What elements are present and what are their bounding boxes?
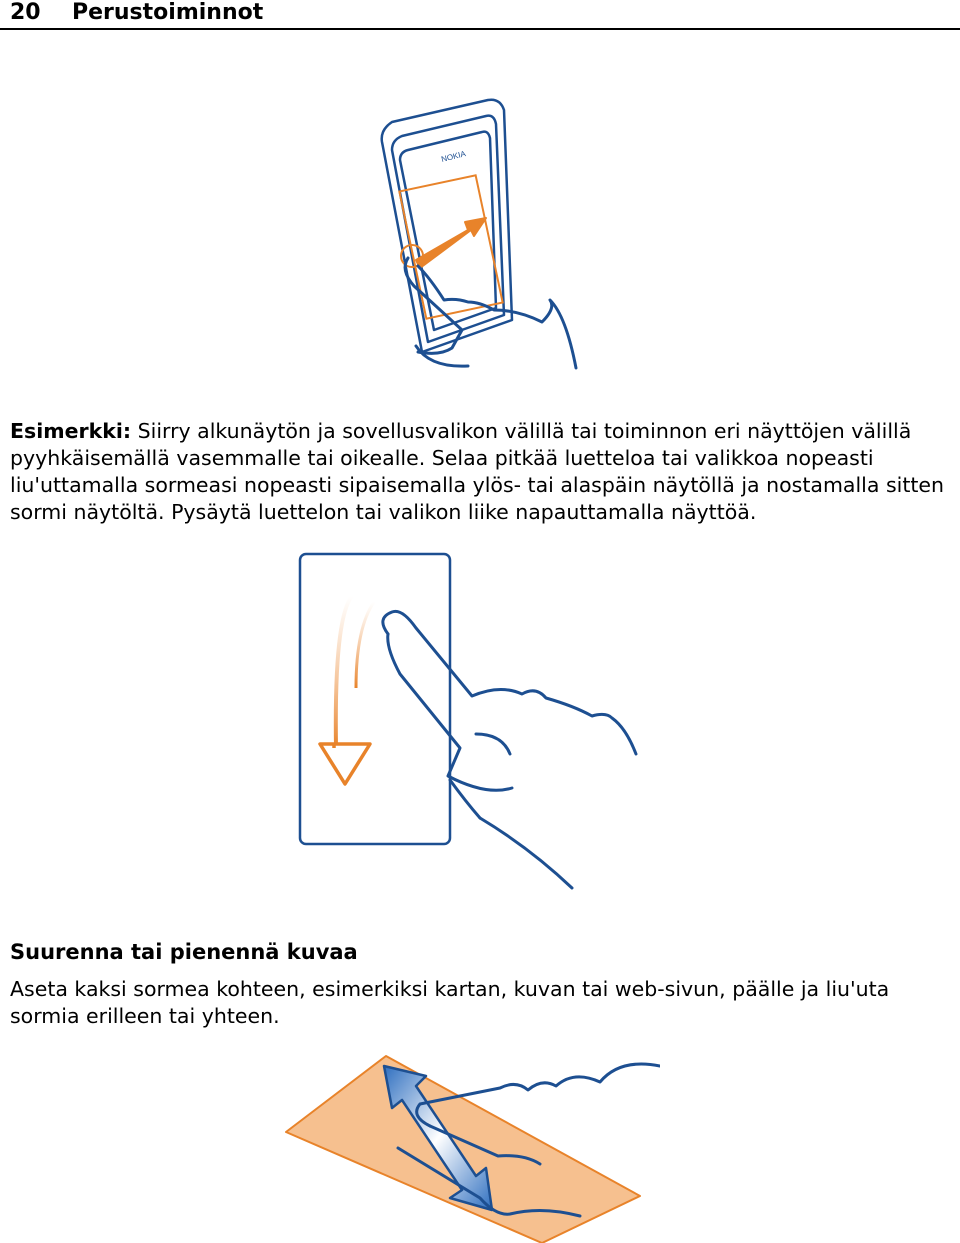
screen-outline bbox=[300, 554, 450, 844]
page-number: 20 bbox=[10, 0, 41, 25]
example-text-2: Selaa pitkää luetteloa tai valikkoa nopeasti liu'uttamalla sormeasi nopeasti sipaisemalla ylös- tai alaspäin näytöllä ja nostamalla sitten sormi näytöltä. Pysäytä luettelon tai valikon liike napauttamalla näyttöä. bbox=[10, 446, 945, 524]
flick-illustration bbox=[290, 548, 660, 898]
phone-screen bbox=[399, 175, 502, 318]
example-paragraph bbox=[10, 418, 955, 526]
hand-icon bbox=[383, 611, 636, 888]
page-header bbox=[0, 0, 960, 30]
down-arrow-icon bbox=[320, 744, 370, 784]
zoom-paragraph: Aseta kaksi sormea kohteen, esimerkiksi kartan, kuvan tai web-sivun, päälle ja liu'uta sormia erilleen tai yhteen. bbox=[10, 977, 890, 1028]
example-lead: Esimerkki: bbox=[10, 419, 132, 443]
zoom-card bbox=[286, 1056, 640, 1243]
phone-brand-label: NOKIA bbox=[440, 149, 467, 164]
flick-trail bbox=[336, 596, 352, 748]
flick-trail-2 bbox=[356, 602, 374, 688]
example-text-1: Siirry alkunäytön ja sovellusvalikon välillä tai toiminnon eri näyttöjen välillä pyyhkäisemällä vasemmalle tai oikealle. bbox=[10, 419, 912, 470]
page-title: Perustoiminnot bbox=[72, 0, 264, 25]
swipe-arrow-icon bbox=[416, 218, 486, 268]
swipe-phone-illustration bbox=[370, 90, 590, 380]
section-heading: Suurenna tai pienennä kuvaa bbox=[10, 940, 358, 964]
pinch-zoom-illustration bbox=[280, 1046, 660, 1243]
